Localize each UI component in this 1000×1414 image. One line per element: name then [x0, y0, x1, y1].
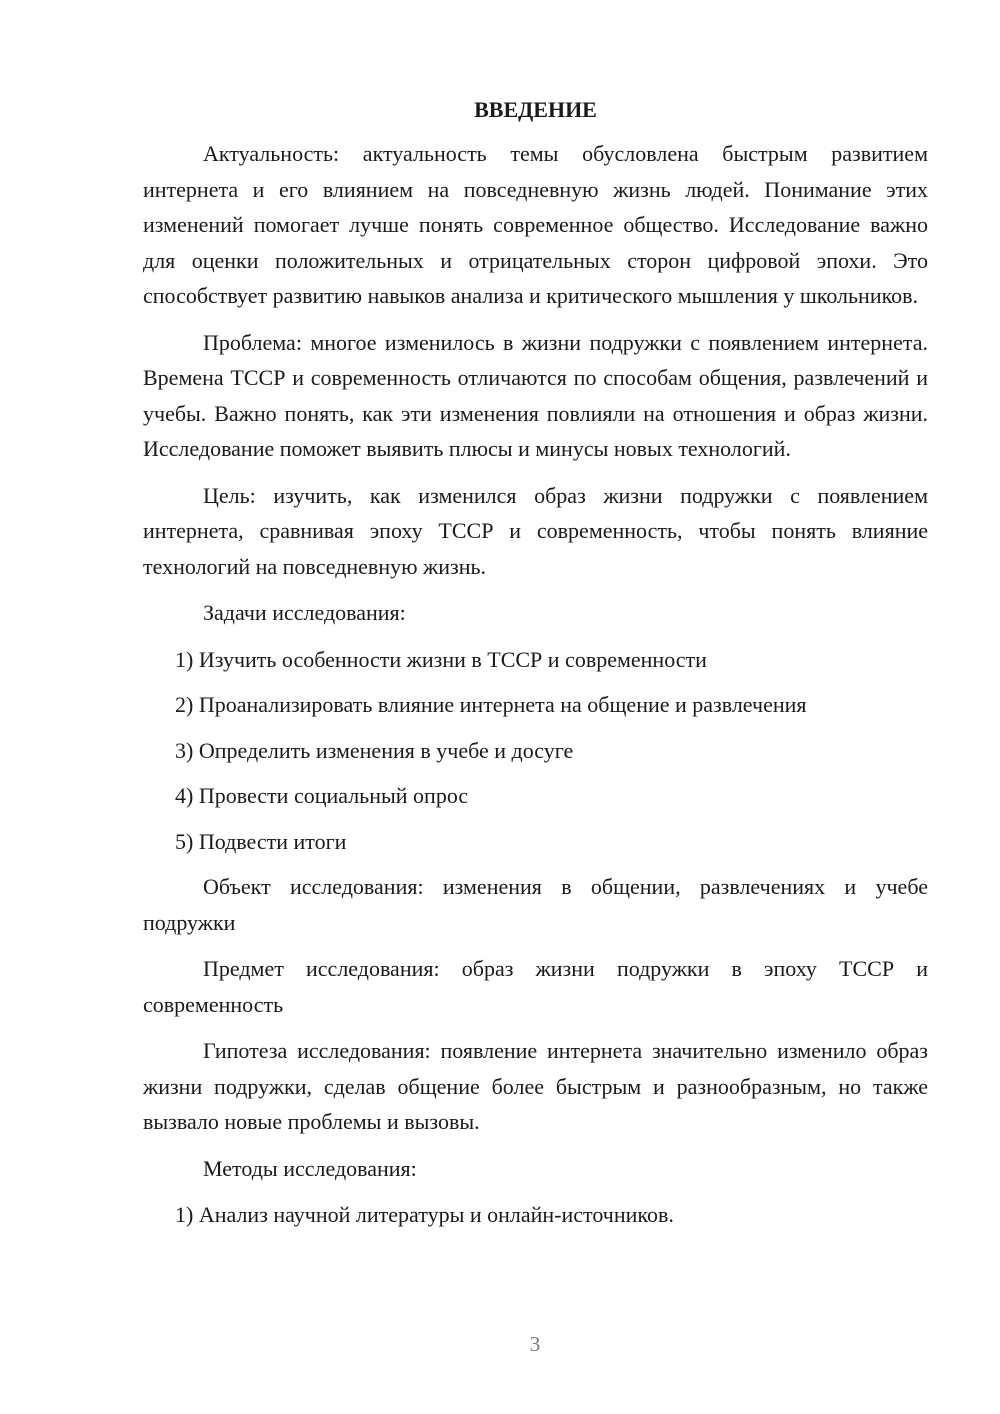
list-item: 1) Анализ научной литературы и онлайн-источников.	[175, 1202, 674, 1227]
subject-paragraph: Предмет исследования: образ жизни подружки в эпоху ТССР и современность	[143, 956, 928, 1017]
list-item: 1) Изучить особенности жизни в ТССР и современности	[175, 646, 707, 672]
problem-paragraph: Проблема: многое изменилось в жизни подружки с появлением интернета. Времена ТССР и современность отличаются по способам общения, развлечений и учебы. Важно понять, как эти изменения повлияли на отношения и образ жизни. Исследование поможет выявить плюсы и минусы новых технологий.	[143, 329, 928, 461]
list-item: 3) Определить изменения в учебе и досуге	[175, 737, 574, 763]
list-item: 4) Провести социальный опрос	[175, 783, 469, 808]
list-item: 5) Подвести итоги	[175, 828, 347, 854]
hypothesis-paragraph: Гипотеза исследования: появление интернета значительно изменило образ жизни подружки, сделав общение более быстрым и разнообразным, но также вызвало новые проблемы и вызовы.	[143, 1038, 928, 1134]
relevance-paragraph: Актуальность: актуальность темы обусловлена быстрым развитием интернета и его влиянием на повседневную жизнь людей. Понимание этих изменений помогает лучше понять современное общество. Исследование важно для оценки положительных и отрицательных сторон цифровой эпохи. Это способствует развитию навыков анализа и критического мышления у школьников.	[143, 141, 928, 308]
tasks-list	[143, 642, 928, 860]
list-item: 2) Проанализировать влияние интернета на общение и развлечения	[175, 692, 807, 717]
tasks-heading: Задачи исследования:	[203, 600, 406, 625]
object-paragraph: Объект исследования: изменения в общении, развлечениях и учебе подружки	[143, 874, 928, 935]
page-content	[143, 94, 928, 1243]
page-number: 3	[529, 1332, 541, 1356]
methods-heading: Методы исследования:	[203, 1155, 417, 1181]
goal-paragraph: Цель: изучить, как изменился образ жизни подружки с появлением интернета, сравнивая эпоху ТССР и современность, чтобы понять влияние технологий на повседневную жизнь.	[143, 482, 928, 579]
methods-list	[143, 1197, 928, 1233]
page-title: ВВЕДЕНИЕ	[474, 97, 597, 122]
